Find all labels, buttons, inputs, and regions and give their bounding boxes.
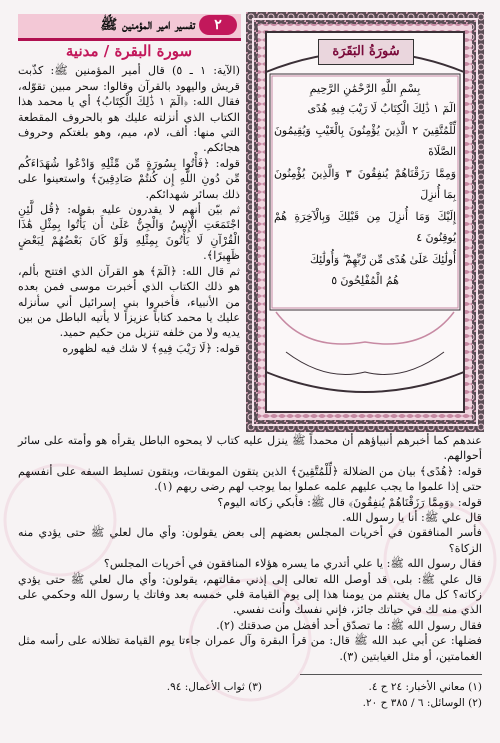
footnote-1: (١) معاني الأخبار: ٢٤ ح ٤.	[368, 681, 482, 693]
header-divider	[18, 40, 241, 41]
commentary-paragraph: ثم بيّن أنهم لا يقدرون عليه بقوله: ﴿قُل لَّئِنِ اجْتَمَعَتِ الْإِنسُ وَالْجِنُّ عَلَىٰ أَن يَأْتُوا بِمِثْلِ هَٰذَا الْقُرْآنِ لَا يَأْتُونَ بِمِثْلِهِ وَلَوْ كَانَ بَعْضُهُمْ لِبَعْضٍ ظَهِيرًا﴾.	[18, 203, 240, 263]
body-paragraph: فأسر المنافقون في أخريات المجلس بعضهم إلى بعض يقولون: وأي مال لعلي ﷺ حتى يؤدي منه الزكاة؟	[18, 526, 482, 555]
ayah-line: وَمِمَّا رَزَقْنَاهُمْ يُنفِقُونَ ٣ وَالَّذِينَ يُؤْمِنُونَ بِمَا أُنزِلَ	[274, 166, 456, 201]
ayah-line: أُولَٰئِكَ عَلَىٰ هُدًى مِّن رَّبِّهِمْ ۖ وَأُولَٰئِكَ	[309, 252, 456, 266]
surah-title-cartouche: سُورَةُ البَقَرَة	[318, 39, 414, 65]
basmala: بِسْمِ اللَّهِ الرَّحْمَٰنِ الرَّحِيمِ	[309, 82, 421, 95]
virtue-paragraph: فضلها: عن أبي عبد الله ﷺ قال: من قرأ البقرة وآل عمران جاءتا يوم القيامة تظلانه على رأسه مثل الغمامتين، أو مثل الغيابتين (٣).	[18, 634, 482, 663]
ayah-line: هُمُ الْمُفْلِحُونَ ٥	[331, 274, 399, 287]
body-paragraph: قوله: ﴿هُدًى﴾ بيان من الضلالة ﴿لِّلْمُتَّقِينَ﴾ الذين يتقون الموبقات، ويتقون تسليط السفه على أنفسهم حتى إذا علموا ما يجب عليهم علمه عملوا بما يوجب لهم رضى ربهم (١).	[18, 464, 482, 494]
commentary-paragraph: (الآية: ١ ـ ٥) قال أمير المؤمنين ﷺ: كذّبت قريش واليهود بالقرآن وقالوا: سحر مبين تقوّله، فقال الله: ﴿الٓمٓ ١ ذَٰلِكَ الْكِتَابُ﴾ أي يا محمد هذا الكتاب الذي أنزلته عليك هو بالحروف المقطعة التي منها: ألف، لام، ميم، وهو بلغتكم وحروف هجائكم.	[18, 64, 241, 155]
body-paragraph: فقال رسول الله ﷺ: ما تصدّق أحد أفضل من صدقتك (٢).	[216, 618, 482, 632]
ayah-line: لِّلْمُتَّقِينَ ٢ الَّذِينَ يُؤْمِنُونَ بِالْغَيْبِ وَيُقِيمُونَ الصَّلَاةَ	[274, 123, 456, 158]
body-paragraph: قال علي ﷺ: بلى، قد أوصل الله تعالى إلى إذني مقالتهم، يقولون: وأي مال لعلي ﷺ حتى يؤدي زكاته؟ كل مال يغتنم من يومنا هذا إلى يوم القيامة فلي خمسه بعد وفاتك يا رسول الله وحكمي على الذي منه لك في حياتك جائز، فإني نفسك وأنت نفسي.	[18, 572, 482, 617]
footnote-row	[18, 680, 482, 695]
ayah-line: إِلَيْكَ وَمَا أُنزِلَ مِن قَبْلِكَ وَبِالْآخِرَةِ هُمْ يُوقِنُونَ ٤	[274, 209, 456, 244]
book-title: تفسير امير المؤمنين ﷺ	[100, 17, 195, 33]
ayah-text-block	[274, 82, 456, 304]
footnote-rule	[300, 674, 482, 675]
footnote-row	[18, 696, 482, 711]
ayah-line: الٓمٓ ١ ذَٰلِكَ الْكِتَابُ لَا رَيْبَ فِيهِ هُدًى	[307, 102, 456, 115]
body-paragraph: فقال رسول الله ﷺ: يا علي أتدري ما يسره هؤلاء المنافقون في أخريات المجلس؟	[103, 557, 482, 571]
footnote-2: (٢) الوسائل: ٦ / ٣٨٥ ح ٢٠.	[362, 697, 482, 709]
commentary-paragraph: ثم قال الله: ﴿الٓمٓ﴾ هو القرآن الذي افتتح بألم، هو ذلك الكتاب الذي أخبرت موسى فمن بعده من الأنبياء، فأخبروا بني إسرائيل أني سأنزله عليك يا محمد كتاباً عزيزاً لا يأتيه الباطل من بين يديه ولا من خلفه تنزيل من حكيم حميد.	[18, 264, 240, 340]
commentary-column	[18, 44, 240, 428]
footnote-3: (٣) ثواب الأعمال: ٩٤.	[166, 681, 262, 693]
body-paragraph: عندهم كما أخبرهم أنبياؤهم أن محمداً ﷺ ينزل عليه كتاب لا يمحوه الباطل يقرأه هو وأمته على سائر أحوالهم.	[18, 434, 482, 463]
mushaf-panel	[246, 12, 484, 432]
commentary-paragraph: قوله: ﴿فَأْتُوا بِسُورَةٍ مِّن مِّثْلِهِ وَادْعُوا شُهَدَاءَكُم مِّن دُونِ اللَّهِ إِن كُنتُمْ صَادِقِينَ﴾ واستعينوا على ذلك بسائر شهدائكم.	[18, 156, 240, 201]
body-paragraph: قوله: ﴿وَمِمَّا رَزَقْنَاهُمْ يُنفِقُونَ﴾ قال ﷺ: فأبكي زكاته اليوم؟	[217, 495, 482, 509]
commentary-body	[18, 433, 482, 661]
body-paragraph: قال علي ﷺ: أنا يا رسول الله.	[342, 511, 482, 525]
commentary-paragraph: قوله: ﴿لَا رَيْبَ فِيهِ﴾ لا شك فيه لظهوره	[62, 341, 240, 355]
surah-subtitle: سورة البقرة / مدنية	[65, 42, 193, 60]
page-number-badge: ٢	[199, 15, 237, 35]
running-header	[18, 14, 241, 40]
